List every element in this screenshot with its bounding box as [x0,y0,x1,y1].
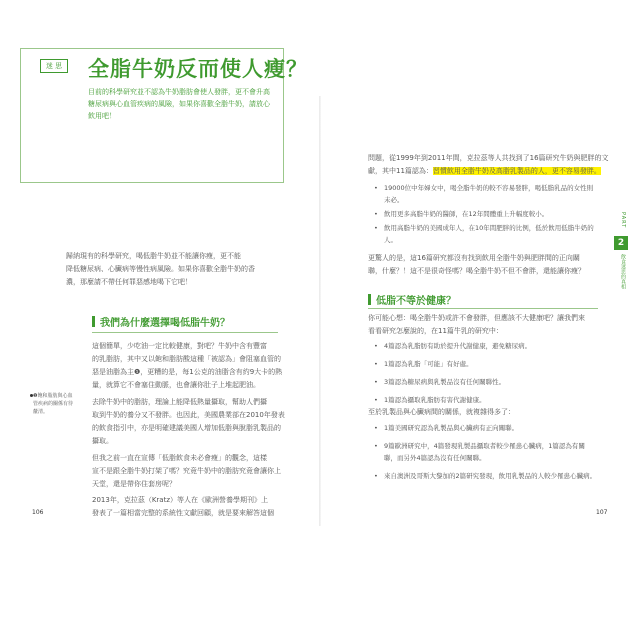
part-label: PART [620,212,626,229]
list-item: • 飲用高脂牛奶的美國成年人，在10年間肥胖的比例，低於飲用低脂牛奶的 [374,222,594,234]
part-number-badge: 2 [614,236,628,250]
highlighted-text: 習慣飲用全脂牛奶及高脂乳製品的人，更不容易發胖。 [432,167,601,175]
section-heading-2: 低脂不等於健康？ [376,296,456,307]
list-item-continued: 人。 [384,236,397,244]
list-item: • 飲用更多高脂牛奶的醫師，在12年間體重上升幅度較小。 [374,208,594,220]
page-title: 全脂牛奶反而使人瘦？ [88,57,308,81]
list-item: • 3篇認為糖尿病與乳製品沒有任何關聯性。 [374,376,531,388]
bullet-list-2 [374,340,531,406]
paragraph-5: 2013年，克拉茲（Kratz）等人在《歐洲營養學期刊》上 發表了一篇相當完整的系統性文獻回顧，就是要來解答這個 [92,496,274,517]
list-item: • 4篇認為乳脂肪有助於提升代謝健康，避免糖尿病。 [374,340,531,352]
list-item: • 1篇認為攝取乳脂肪有害代謝健康。 [374,394,531,406]
myth-tag: 迷 思 [40,59,68,73]
section-marker [368,294,371,305]
bullet-list-1 [374,182,594,246]
section-marker [92,316,95,327]
list-item: • 19000位中年婦女中，喝全脂牛奶的較不容易發胖，喝低脂乳品的女性則 [374,182,594,194]
side-note: ❶飽和脂肪與心血 管疾病的關係有待 釐清。 [33,393,74,415]
list-item-continued: 聯，而另外4篇認為沒有任何關聯。 [384,454,486,462]
paragraph-r3: 你可能心想：喝全脂牛奶或許不會發胖，但應該不大健康吧？讓我們來 看看研究怎麼說的，在11篇牛乳的研究中： [368,314,585,335]
list-item-continued: 未必。 [384,196,404,204]
list-item: • 1篇認為乳脂「可能」有好處。 [374,358,531,370]
list-item: • 1篇美國研究認為乳製品與心臟病有正向關聯。 [374,422,596,434]
intro-text: 目前的科學研究並不認為牛奶脂肪會使人發胖，更不會升高 糖尿病與心血管疾病的風險，如果你喜歡全脂牛奶，請放心 飲用吧！ [88,88,270,120]
paragraph-r4: 至於乳製品與心臟病間的關係，就複雜得多了： [368,408,515,416]
section-rule [368,308,598,309]
paragraph-4: 但我之前一直在宣傳「低脂飲食未必會瘦」的觀念，這樣 宣不是跟全脂牛奶打架了嗎？究竟牛奶中的脂肪究竟會讓你上 天堂，還是帶你住套房呢？ [92,454,281,488]
section-heading-1: 我們為什麼選擇喝低脂牛奶？ [100,318,230,329]
list-item: • 來自澳洲及哥斯大黎加的2篇研究發現，飲用乳製品的人較少罹患心臟病。 [374,470,596,482]
part-subtitle: 飲食迷思的真相 [620,254,626,289]
section-rule [92,332,278,333]
paragraph-3: 去除牛奶中的脂肪，理論上能降低熱量攝取，幫助人們攝 取到牛奶的養分又不發胖。也因此，美國農業部在2010年發表 的飲食指引中，亦是明確建議美國人增加低脂與脫脂乳製品的 攝取。 [92,398,285,445]
list-item: • 9篇歐洲研究中，4篇發現乳製品攝取者較少罹患心臟病，1篇認為有關 [374,440,596,452]
book-gutter [319,96,321,526]
paragraph-r1: 問題，從1999年到2011年間，克拉茲等人共找到了16篇研究牛奶與肥胖的文 獻，其中11篇認為：習慣飲用全脂牛奶及高脂乳製品的人，更不容易發胖。 [368,154,609,175]
paragraph-r2: 更驚人的是，這16篇研究都沒有找到飲用全脂牛奶與肥胖間的正向關 聯，什麼？！這不是很奇怪嗎？喝全脂牛奶不但不會胖，還能讓你瘦？ [368,254,585,275]
page-number-right: 107 [596,509,608,516]
paragraph-1: 歸納現有的科學研究，喝低脂牛奶並不能讓你瘦，更不能 降低糖尿病、心臟病等慢性病風險。如果你喜歡全脂牛奶的香 濃，那麼請不帶任何罪惡感地喝下它吧！ [66,252,255,286]
page-number-left: 106 [32,509,44,516]
paragraph-2: 這個簡單，少吃油一定比較健康，對吧？牛奶中含有豐富 的乳脂肪，其中又以飽和脂肪酸這種「被認為」會阻塞血管的 惡是油脂為主❶，更糟的是，每1公克的油脂含有約9大卡的熱 量，就算它不會塞住動脈，也會讓你肚子上堆起肥油。 [92,342,283,389]
bullet-list-3 [374,422,596,482]
